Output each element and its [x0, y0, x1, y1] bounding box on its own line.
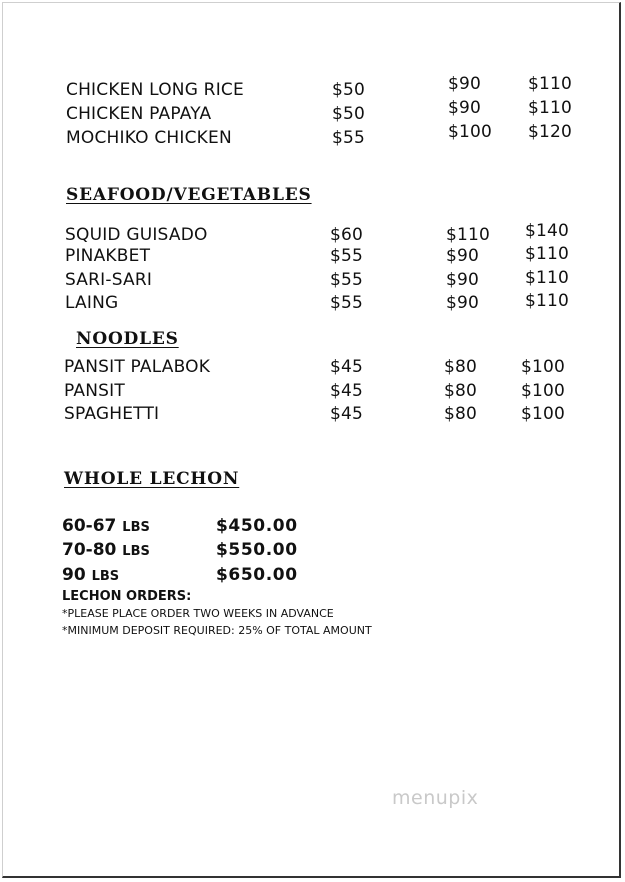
- section-heading-lechon: WHOLE LECHON: [64, 469, 240, 489]
- item-name: SARI-SARI: [65, 270, 153, 290]
- price-medium: $80: [444, 357, 478, 377]
- menu-item-row: [0, 246, 625, 270]
- lechon-amount: $550.00: [216, 540, 298, 560]
- price-medium: $80: [444, 404, 478, 424]
- price-medium: $90: [446, 293, 480, 313]
- price-small: $45: [330, 357, 364, 377]
- price-large: $110: [525, 291, 570, 311]
- menu-item-row: [0, 404, 625, 428]
- item-name: SPAGHETTI: [64, 404, 160, 424]
- price-small: $50: [332, 104, 366, 124]
- lechon-weight: 70-80 LBS: [62, 540, 150, 560]
- item-name: CHICKEN PAPAYA: [66, 104, 212, 124]
- order-note: *PLEASE PLACE ORDER TWO WEEKS IN ADVANCE: [62, 607, 334, 620]
- lechon-price-row: [62, 565, 462, 589]
- item-name: PINAKBET: [65, 246, 151, 266]
- price-small: $50: [332, 80, 366, 100]
- menu-item-row: [0, 381, 625, 405]
- watermark-logo: menupix: [392, 787, 479, 809]
- lechon-amount: $450.00: [216, 516, 298, 536]
- price-small: $45: [330, 404, 364, 424]
- lechon-price-row: [62, 516, 462, 540]
- lechon-orders-title: LECHON ORDERS:: [62, 589, 192, 604]
- price-large: $110: [528, 74, 573, 94]
- price-large: $100: [521, 404, 566, 424]
- price-medium: $90: [446, 246, 480, 266]
- item-name: PANSIT: [64, 381, 125, 401]
- lechon-price-row: [62, 540, 462, 564]
- menu-item-row: [0, 122, 625, 152]
- section-heading-noodles: NOODLES: [76, 329, 179, 349]
- item-name: CHICKEN LONG RICE: [66, 80, 244, 100]
- price-large: $110: [525, 244, 570, 264]
- lechon-order-notes: [62, 588, 372, 639]
- price-medium: $90: [448, 98, 482, 118]
- price-medium: $90: [446, 270, 480, 290]
- price-large: $100: [521, 357, 566, 377]
- price-large: $110: [525, 268, 570, 288]
- lechon-weight: 60-67 LBS: [62, 516, 150, 536]
- item-name: LAING: [65, 293, 119, 313]
- price-small: $55: [330, 246, 364, 266]
- menu-item-row: [0, 293, 625, 317]
- price-small: $45: [330, 381, 364, 401]
- price-large: $100: [521, 381, 566, 401]
- price-large: $120: [528, 122, 573, 142]
- lechon-amount: $650.00: [216, 565, 298, 585]
- price-medium: $90: [448, 74, 482, 94]
- menu-item-row: [0, 357, 625, 381]
- order-note: *MINIMUM DEPOSIT REQUIRED: 25% OF TOTAL AMOUNT: [62, 624, 372, 637]
- price-medium: $80: [444, 381, 478, 401]
- section-heading-seafood: SEAFOOD/VEGETABLES: [66, 185, 312, 205]
- price-small: $55: [330, 293, 364, 313]
- item-name: PANSIT PALABOK: [64, 357, 211, 377]
- lechon-weight: 90 LBS: [62, 565, 120, 585]
- price-small: $55: [332, 128, 366, 148]
- price-small: $60: [330, 225, 364, 245]
- price-medium: $110: [446, 225, 491, 245]
- price-large: $140: [525, 221, 570, 241]
- item-name: MOCHIKO CHICKEN: [66, 128, 232, 148]
- price-large: $110: [528, 98, 573, 118]
- price-small: $55: [330, 270, 364, 290]
- price-medium: $100: [448, 122, 493, 142]
- item-name: SQUID GUISADO: [65, 225, 208, 245]
